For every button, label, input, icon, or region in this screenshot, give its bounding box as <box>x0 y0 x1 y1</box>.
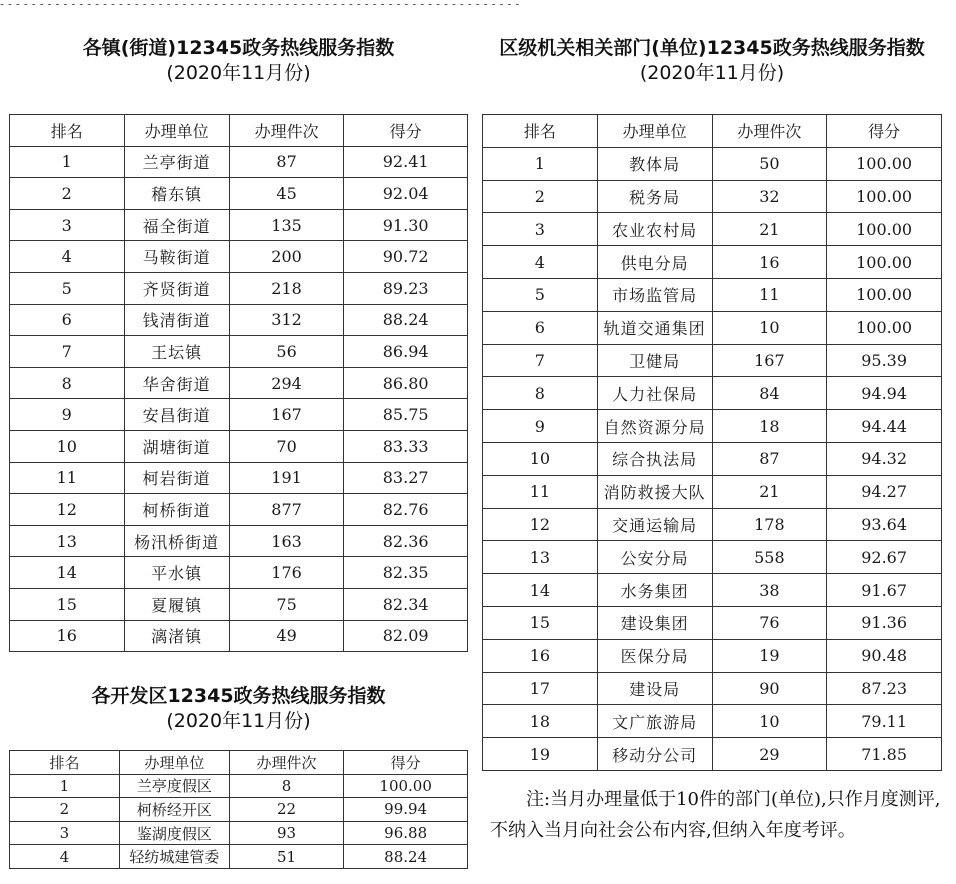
cell-rank: 1 <box>10 774 120 798</box>
cell-score: 100.00 <box>827 147 942 180</box>
column-header-unit: 办理单位 <box>597 115 712 148</box>
cell-count: 75 <box>229 588 344 620</box>
cell-rank: 7 <box>483 344 598 377</box>
cell-rank: 4 <box>483 246 598 279</box>
cell-count: 10 <box>712 311 827 344</box>
cell-unit: 建设集团 <box>597 606 712 639</box>
cell-unit: 兰亭度假区 <box>119 774 229 798</box>
cell-score: 94.44 <box>827 410 942 443</box>
zones-table <box>9 750 468 869</box>
cell-unit: 稽东镇 <box>124 178 229 210</box>
cell-unit: 综合执法局 <box>597 442 712 475</box>
cell-rank: 13 <box>10 525 125 557</box>
cell-score: 88.24 <box>344 845 468 869</box>
cell-rank: 5 <box>483 278 598 311</box>
table-row <box>10 272 468 304</box>
cell-score: 96.88 <box>344 821 468 845</box>
table-row <box>483 147 942 180</box>
table-row <box>483 213 942 246</box>
column-header-score: 得分 <box>827 115 942 148</box>
cell-rank: 11 <box>483 475 598 508</box>
table-row <box>10 798 468 822</box>
cell-rank: 12 <box>10 494 125 526</box>
cell-score: 82.34 <box>344 588 468 620</box>
cell-count: 877 <box>229 494 344 526</box>
cell-rank: 2 <box>483 180 598 213</box>
cell-score: 90.72 <box>344 241 468 273</box>
table-row <box>10 367 468 399</box>
cell-unit: 湖塘街道 <box>124 430 229 462</box>
cell-count: 45 <box>229 178 344 210</box>
cell-score: 85.75 <box>344 399 468 431</box>
table-body <box>10 146 468 652</box>
cell-count: 32 <box>712 180 827 213</box>
cell-unit: 兰亭街道 <box>124 146 229 178</box>
table-row <box>10 430 468 462</box>
table-row <box>10 399 468 431</box>
cell-count: 84 <box>712 377 827 410</box>
cell-score: 86.94 <box>344 336 468 368</box>
cell-rank: 11 <box>10 462 125 494</box>
cell-count: 93 <box>229 821 344 845</box>
cell-rank: 2 <box>10 798 120 822</box>
cell-count: 312 <box>229 304 344 336</box>
cell-count: 178 <box>712 508 827 541</box>
cell-count: 21 <box>712 213 827 246</box>
cell-rank: 3 <box>483 213 598 246</box>
cell-rank: 12 <box>483 508 598 541</box>
footnote: 注:当月办理量低于10件的部门(单位),只作月度测评,不纳入当月向社会公布内容,但纳入年度考评。 <box>490 789 941 841</box>
cell-unit: 人力社保局 <box>597 377 712 410</box>
table-row <box>483 738 942 771</box>
cell-count: 167 <box>712 344 827 377</box>
cell-unit: 文广旅游局 <box>597 705 712 738</box>
table-body <box>10 774 468 868</box>
cell-count: 218 <box>229 272 344 304</box>
departments-title: 区级机关相关部门(单位)12345政务热线服务指数 <box>499 37 925 59</box>
cell-score: 82.35 <box>344 557 468 589</box>
cell-unit: 医保分局 <box>597 639 712 672</box>
cell-count: 49 <box>229 620 344 652</box>
cell-count: 76 <box>712 606 827 639</box>
cell-count: 200 <box>229 241 344 273</box>
cell-rank: 14 <box>483 574 598 607</box>
cell-score: 82.36 <box>344 525 468 557</box>
departments-period: (2020年11月份) <box>639 61 785 84</box>
table-row <box>483 246 942 279</box>
table-row <box>483 606 942 639</box>
table-row <box>10 146 468 178</box>
cell-rank: 10 <box>483 442 598 475</box>
cell-rank: 15 <box>483 606 598 639</box>
table-row <box>483 377 942 410</box>
table-row <box>483 278 942 311</box>
table-row <box>10 845 468 869</box>
table-row <box>483 541 942 574</box>
cell-count: 87 <box>712 442 827 475</box>
cell-count: 163 <box>229 525 344 557</box>
cell-score: 83.33 <box>344 430 468 462</box>
table-row <box>10 209 468 241</box>
cell-unit: 农业农村局 <box>597 213 712 246</box>
table-row <box>10 336 468 368</box>
towns-table <box>9 114 468 652</box>
zones-title: 各开发区12345政务热线服务指数 <box>91 685 386 707</box>
cell-unit: 自然资源分局 <box>597 410 712 443</box>
clipped-top-text <box>0 0 520 5</box>
cell-score: 82.09 <box>344 620 468 652</box>
table-row <box>10 557 468 589</box>
cell-count: 8 <box>229 774 344 798</box>
cell-unit: 市场监管局 <box>597 278 712 311</box>
cell-count: 558 <box>712 541 827 574</box>
cell-rank: 6 <box>10 304 125 336</box>
cell-score: 100.00 <box>827 278 942 311</box>
table-row <box>10 774 468 798</box>
cell-score: 91.67 <box>827 574 942 607</box>
table-row <box>483 311 942 344</box>
cell-unit: 鉴湖度假区 <box>119 821 229 845</box>
cell-rank: 9 <box>483 410 598 443</box>
cell-rank: 13 <box>483 541 598 574</box>
cell-score: 87.23 <box>827 672 942 705</box>
cell-score: 71.85 <box>827 738 942 771</box>
cell-score: 90.48 <box>827 639 942 672</box>
table-row <box>483 672 942 705</box>
table-row <box>483 180 942 213</box>
cell-rank: 18 <box>483 705 598 738</box>
cell-rank: 16 <box>483 639 598 672</box>
departments-table-title <box>474 36 950 85</box>
cell-count: 22 <box>229 798 344 822</box>
cell-score: 93.64 <box>827 508 942 541</box>
cell-score: 94.94 <box>827 377 942 410</box>
table-row <box>10 462 468 494</box>
cell-score: 100.00 <box>344 774 468 798</box>
cell-score: 86.80 <box>344 367 468 399</box>
cell-unit: 教体局 <box>597 147 712 180</box>
cell-unit: 杨汛桥街道 <box>124 525 229 557</box>
cell-count: 135 <box>229 209 344 241</box>
cell-count: 87 <box>229 146 344 178</box>
table-header-row <box>10 115 468 147</box>
departments-table <box>482 114 942 771</box>
table-row <box>483 475 942 508</box>
cell-rank: 4 <box>10 241 125 273</box>
cell-count: 29 <box>712 738 827 771</box>
cell-rank: 16 <box>10 620 125 652</box>
cell-unit: 轻纺城建管委 <box>119 845 229 869</box>
cell-unit: 福全街道 <box>124 209 229 241</box>
table-header-row <box>10 751 468 775</box>
cell-unit: 轨道交通集团 <box>597 311 712 344</box>
cell-score: 88.24 <box>344 304 468 336</box>
cell-rank: 2 <box>10 178 125 210</box>
table-row <box>483 508 942 541</box>
column-header-count: 办理件次 <box>229 751 344 775</box>
table-row <box>483 344 942 377</box>
cell-rank: 8 <box>483 377 598 410</box>
cell-unit: 公安分局 <box>597 541 712 574</box>
cell-unit: 马鞍街道 <box>124 241 229 273</box>
cell-rank: 3 <box>10 821 120 845</box>
cell-unit: 供电分局 <box>597 246 712 279</box>
cell-count: 11 <box>712 278 827 311</box>
cell-unit: 钱清街道 <box>124 304 229 336</box>
cell-score: 91.36 <box>827 606 942 639</box>
cell-count: 38 <box>712 574 827 607</box>
table-row <box>483 574 942 607</box>
cell-score: 100.00 <box>827 246 942 279</box>
cell-unit: 卫健局 <box>597 344 712 377</box>
cell-count: 16 <box>712 246 827 279</box>
cell-count: 167 <box>229 399 344 431</box>
cell-rank: 5 <box>10 272 125 304</box>
cell-unit: 柯桥街道 <box>124 494 229 526</box>
cell-unit: 交通运输局 <box>597 508 712 541</box>
cell-rank: 1 <box>10 146 125 178</box>
cell-unit: 水务集团 <box>597 574 712 607</box>
cell-score: 79.11 <box>827 705 942 738</box>
cell-score: 92.04 <box>344 178 468 210</box>
cell-rank: 9 <box>10 399 125 431</box>
column-header-score: 得分 <box>344 115 468 147</box>
cell-rank: 3 <box>10 209 125 241</box>
cell-rank: 6 <box>483 311 598 344</box>
cell-count: 21 <box>712 475 827 508</box>
cell-rank: 14 <box>10 557 125 589</box>
cell-score: 83.27 <box>344 462 468 494</box>
column-header-unit: 办理单位 <box>119 751 229 775</box>
cell-unit: 税务局 <box>597 180 712 213</box>
cell-unit: 柯桥经开区 <box>119 798 229 822</box>
cell-count: 191 <box>229 462 344 494</box>
cell-rank: 10 <box>10 430 125 462</box>
cell-unit: 王坛镇 <box>124 336 229 368</box>
cell-rank: 15 <box>10 588 125 620</box>
cell-count: 19 <box>712 639 827 672</box>
cell-count: 90 <box>712 672 827 705</box>
cell-score: 82.76 <box>344 494 468 526</box>
cell-rank: 19 <box>483 738 598 771</box>
zones-table-title <box>9 684 468 733</box>
cell-unit: 夏履镇 <box>124 588 229 620</box>
cell-rank: 17 <box>483 672 598 705</box>
column-header-count: 办理件次 <box>712 115 827 148</box>
column-header-rank: 排名 <box>10 751 120 775</box>
cell-score: 95.39 <box>827 344 942 377</box>
table-header-row <box>483 115 942 148</box>
cell-score: 94.27 <box>827 475 942 508</box>
cell-rank: 1 <box>483 147 598 180</box>
cell-score: 100.00 <box>827 213 942 246</box>
table-row <box>10 178 468 210</box>
cell-count: 51 <box>229 845 344 869</box>
table-row <box>10 620 468 652</box>
cell-rank: 8 <box>10 367 125 399</box>
cell-count: 176 <box>229 557 344 589</box>
cell-rank: 4 <box>10 845 120 869</box>
cell-unit: 漓渚镇 <box>124 620 229 652</box>
cell-rank: 7 <box>10 336 125 368</box>
table-row <box>483 639 942 672</box>
cell-score: 91.30 <box>344 209 468 241</box>
cell-score: 92.41 <box>344 146 468 178</box>
cell-unit: 安昌街道 <box>124 399 229 431</box>
towns-period: (2020年11月份) <box>166 61 311 84</box>
cell-score: 92.67 <box>827 541 942 574</box>
column-header-count: 办理件次 <box>229 115 344 147</box>
zones-period: (2020年11月份) <box>166 709 311 732</box>
column-header-score: 得分 <box>344 751 468 775</box>
cell-unit: 消防救援大队 <box>597 475 712 508</box>
cell-count: 294 <box>229 367 344 399</box>
cell-score: 94.32 <box>827 442 942 475</box>
table-row <box>10 304 468 336</box>
cell-score: 100.00 <box>827 180 942 213</box>
cell-count: 50 <box>712 147 827 180</box>
cell-score: 89.23 <box>344 272 468 304</box>
cell-unit: 齐贤街道 <box>124 272 229 304</box>
cell-count: 10 <box>712 705 827 738</box>
towns-title: 各镇(街道)12345政务热线服务指数 <box>82 37 395 59</box>
table-body <box>483 147 942 770</box>
towns-table-title <box>9 36 468 85</box>
cell-unit: 平水镇 <box>124 557 229 589</box>
cell-score: 99.94 <box>344 798 468 822</box>
column-header-unit: 办理单位 <box>124 115 229 147</box>
table-row <box>10 821 468 845</box>
table-row <box>10 588 468 620</box>
table-row <box>10 525 468 557</box>
cell-unit: 华舍街道 <box>124 367 229 399</box>
cell-score: 100.00 <box>827 311 942 344</box>
cell-count: 56 <box>229 336 344 368</box>
cell-count: 70 <box>229 430 344 462</box>
table-row <box>10 241 468 273</box>
column-header-rank: 排名 <box>483 115 598 148</box>
table-row <box>483 705 942 738</box>
table-row <box>483 442 942 475</box>
cell-unit: 建设局 <box>597 672 712 705</box>
table-row <box>483 410 942 443</box>
cell-unit: 移动分公司 <box>597 738 712 771</box>
table-row <box>10 494 468 526</box>
column-header-rank: 排名 <box>10 115 125 147</box>
cell-unit: 柯岩街道 <box>124 462 229 494</box>
cell-count: 18 <box>712 410 827 443</box>
